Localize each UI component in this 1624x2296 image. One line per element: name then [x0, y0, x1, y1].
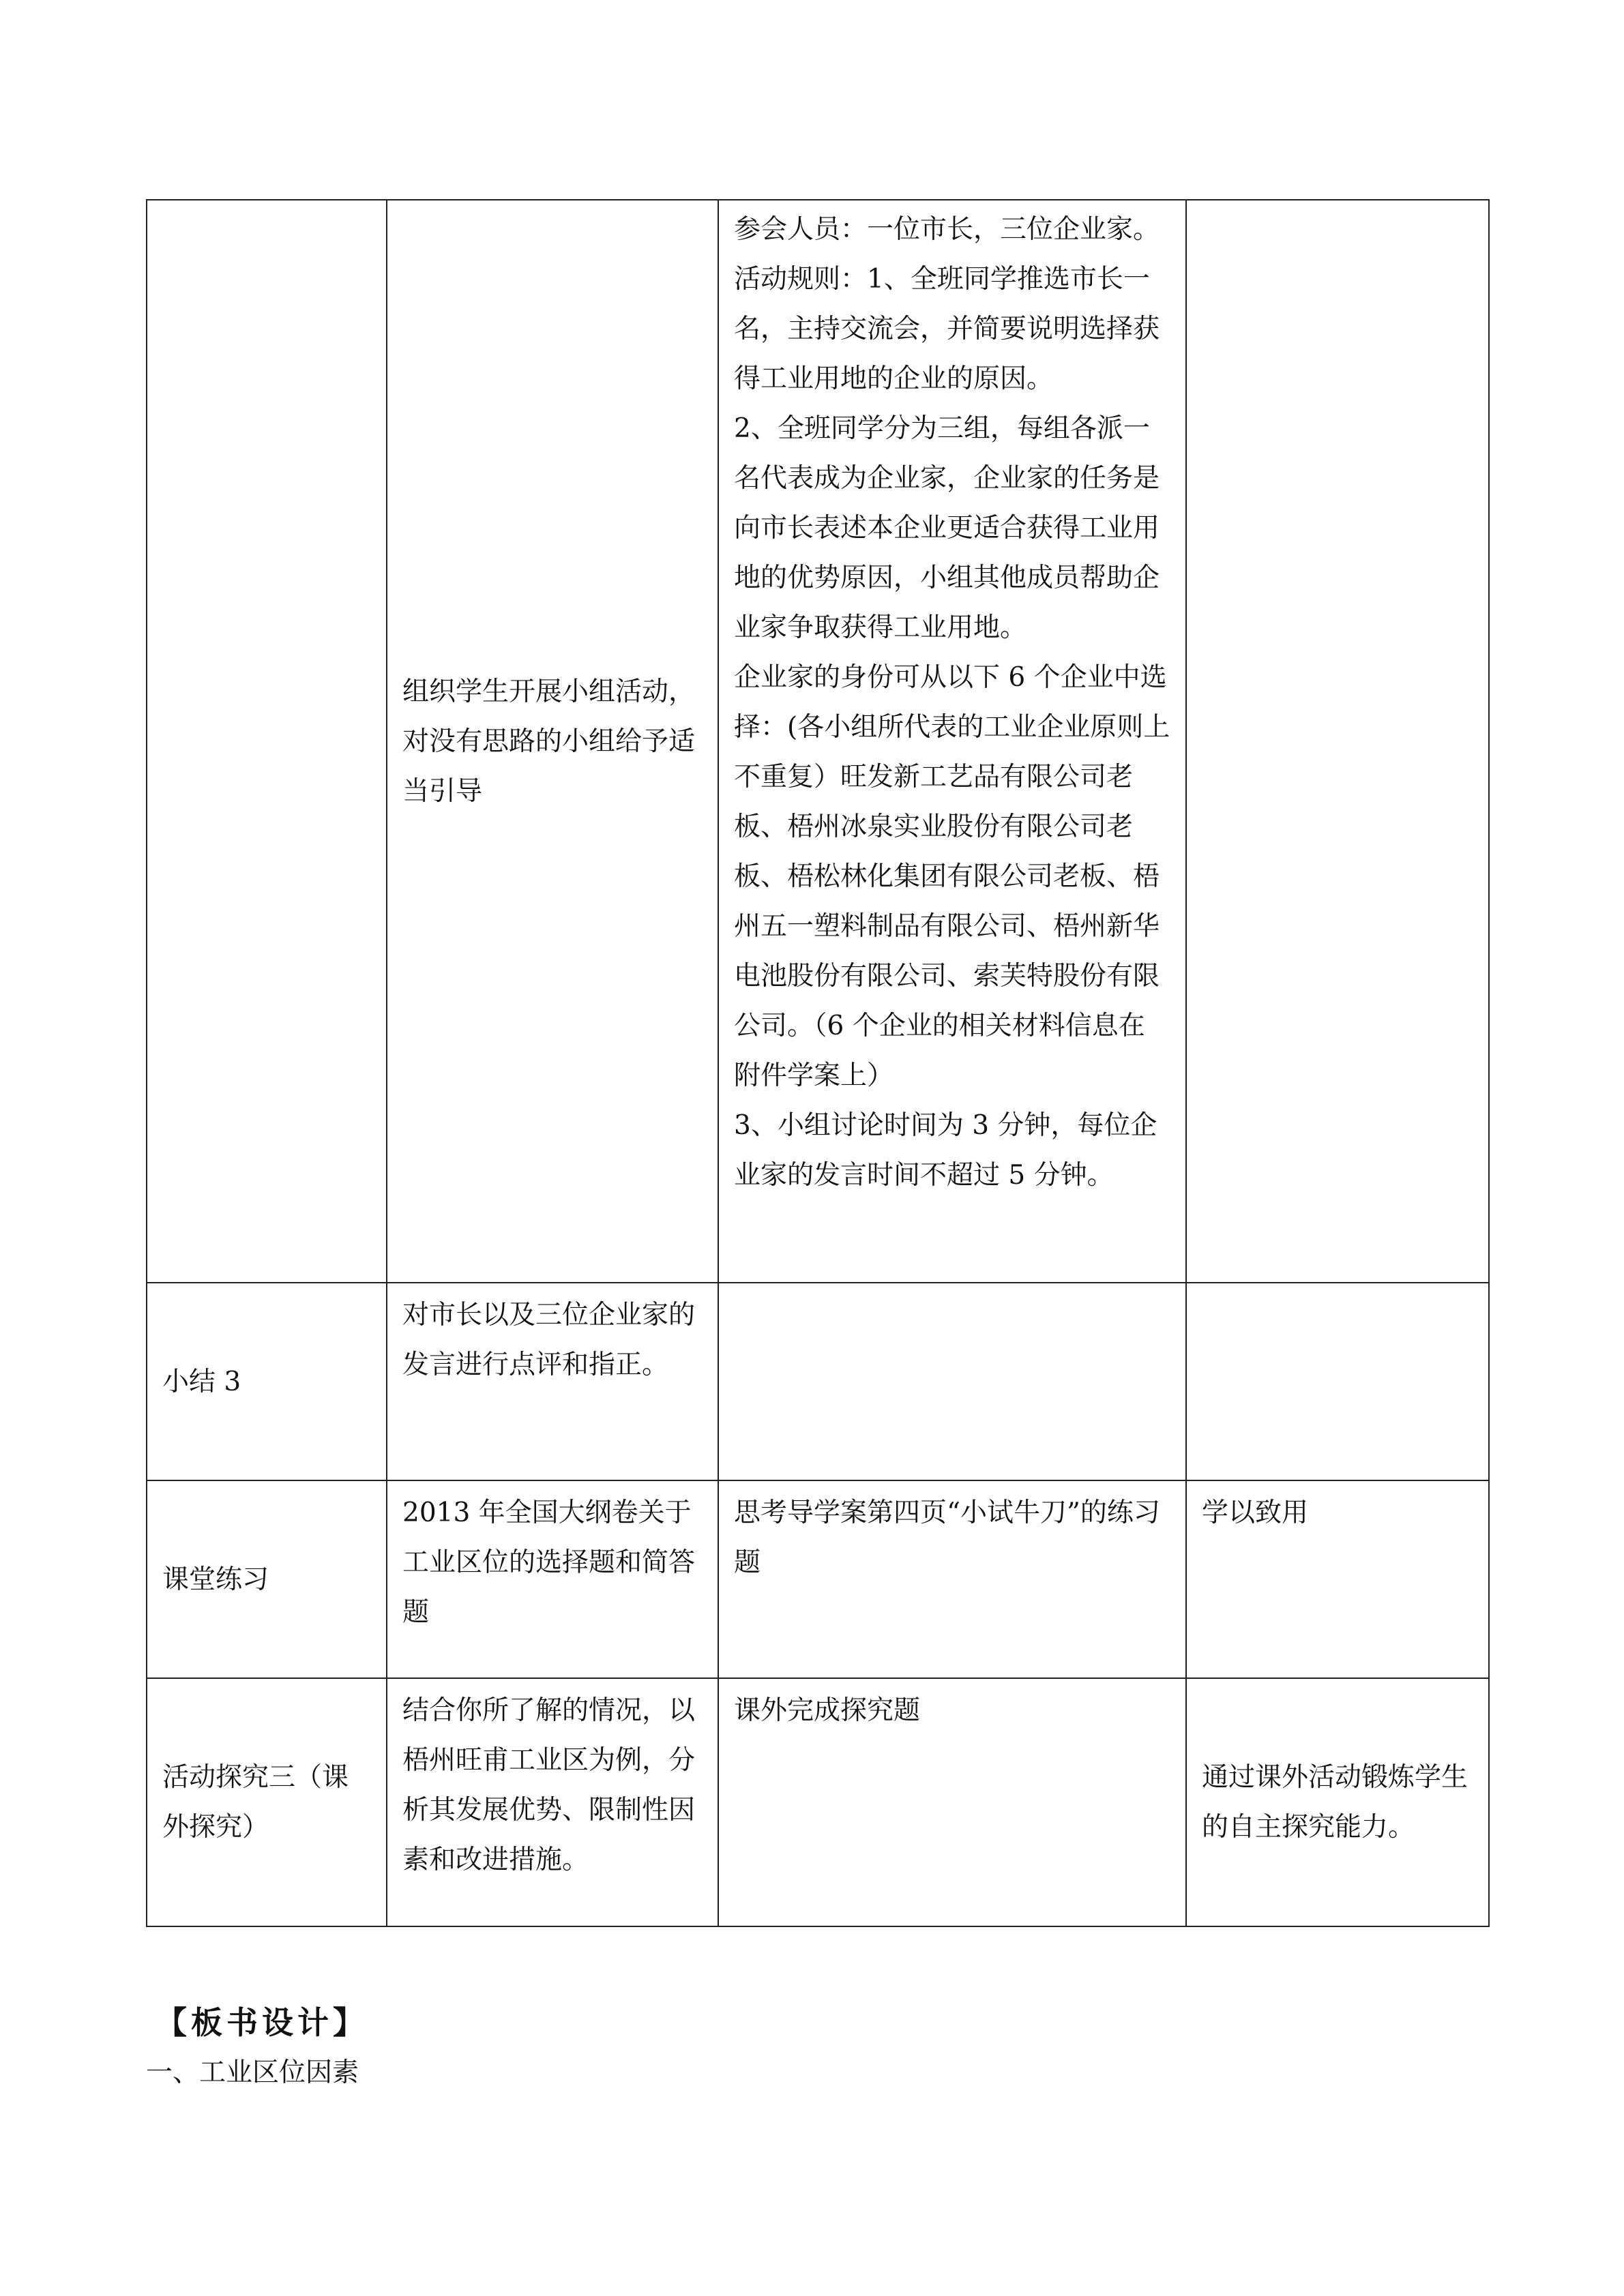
- cell-teacher-activity: 组织学生开展小组活动，对没有思路的小组给予适当引导: [387, 200, 718, 1283]
- cell-student-activity: [718, 1283, 1186, 1480]
- rule-1-text: 活动规则：1、全班同学推选市长一名，主持交流会，并简要说明选择获得工业用地的企业的原因。: [734, 264, 1160, 394]
- enterprise-list-text: 企业家的身份可从以下 6 个企业中选择：(各小组所代表的工业企业原则上不重复）旺发新工艺品有限公司老板、梧州冰泉实业股份有限公司老板、梧松林化集团有限公司老板、梧州五一塑料制品有限公司、梧州新华电池股份有限公司、索芙特股份有限公司。（6 个企业的相关材料信息在附件学案上）: [734, 662, 1170, 1091]
- rule-2-text: 2、全班同学分为三组，每组各派一名代表成为企业家，企业家的任务是向市长表述本企业更适合获得工业用地的优势原因，小组其他成员帮助企业家争取获得工业用地。: [734, 413, 1160, 643]
- rule-3-text: 3、小组讨论时间为 3 分钟，每位企业家的发言时间不超过 5 分钟。: [734, 1110, 1157, 1191]
- cell-design-intent: 学以致用: [1186, 1480, 1489, 1678]
- cell-teacher-activity: 结合你所了解的情况，以梧州旺甫工业区为例，分析其发展优势、限制性因素和改进措施。: [387, 1678, 718, 1926]
- cell-student-activity: [718, 200, 1186, 1283]
- cell-stage: 小结 3: [147, 1283, 387, 1480]
- table-row: [147, 1283, 1489, 1480]
- cell-student-activity: 思考导学案第四页“小试牛刀”的练习题: [718, 1480, 1186, 1678]
- lesson-plan-table: [146, 199, 1490, 1927]
- board-design-heading: 【板书设计】: [156, 2004, 368, 2041]
- cell-teacher-activity: 对市长以及三位企业家的发言进行点评和指正。: [387, 1283, 718, 1480]
- cell-stage: 课堂练习: [147, 1480, 387, 1678]
- participants-text: 参会人员：一位市长，三位企业家。: [734, 214, 1160, 245]
- table-row: [147, 1678, 1489, 1926]
- board-design-item: 一、工业区位因素: [146, 2057, 359, 2088]
- cell-student-activity: 课外完成探究题: [718, 1678, 1186, 1926]
- cell-design-intent: [1186, 200, 1489, 1283]
- cell-stage: [147, 200, 387, 1283]
- cell-teacher-activity: 2013 年全国大纲卷关于工业区位的选择题和简答题: [387, 1480, 718, 1678]
- table-row: [147, 1480, 1489, 1678]
- cell-stage: 活动探究三（课外探究）: [147, 1678, 387, 1926]
- cell-design-intent: [1186, 1283, 1489, 1480]
- table-row: [147, 200, 1489, 1283]
- cell-design-intent: 通过课外活动锻炼学生的自主探究能力。: [1186, 1678, 1489, 1926]
